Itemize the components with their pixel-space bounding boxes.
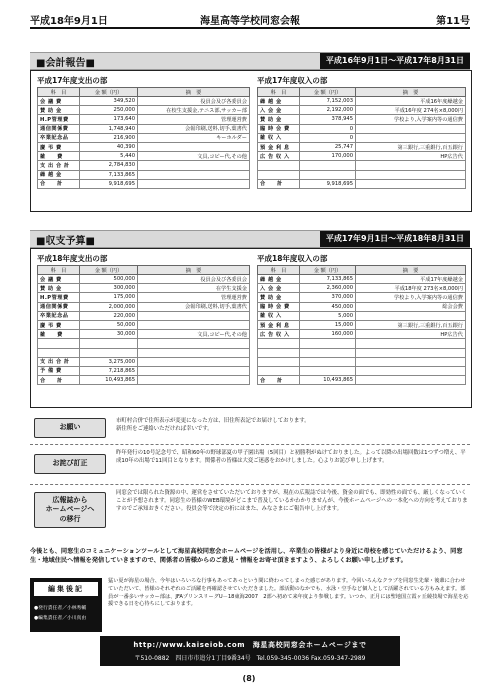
item-cell: 入 会 金 xyxy=(258,284,300,293)
editor-postscript xyxy=(30,578,470,634)
table-row xyxy=(38,284,250,293)
amount-cell: 2,360,000 xyxy=(300,284,356,293)
section-accounting-title: ■会計報告■ xyxy=(36,58,95,69)
item-cell: 賛 助 金 xyxy=(258,115,300,124)
amount-cell: 15,000 xyxy=(300,320,356,329)
table-header-row xyxy=(258,88,466,97)
table-row xyxy=(38,339,250,348)
note-cell: 学校より,入学案内等の通信費 xyxy=(356,293,466,302)
item-cell: 慶 弔 費 xyxy=(38,142,80,151)
amount-cell: 175,000 xyxy=(80,293,138,302)
table-row xyxy=(38,357,250,366)
notice-text: 昨年発行の10号記念号で、昭和60年の野球部夏の甲子園出場（5回目）と初勝利がぬけておりました。よって以降の出場回数は1つずつ増え、平成10年の出場で11回目となります。関係者の皆様は大変ご迷惑をおかけしました。心よりお詫び申し上げます。 xyxy=(116,450,466,464)
column-header: 摘 要 xyxy=(138,88,250,97)
amount-cell: 9,918,695 xyxy=(80,179,138,188)
income-table-title: 平成17年度収入の部 xyxy=(257,76,328,85)
item-cell: 賛 助 金 xyxy=(258,293,300,302)
note-cell xyxy=(138,170,250,179)
table-row xyxy=(258,293,466,302)
note-cell xyxy=(356,348,466,357)
income-table xyxy=(257,87,466,189)
column-header: 金 額（円） xyxy=(300,88,356,97)
section-accounting-bar xyxy=(30,52,470,70)
note-cell xyxy=(138,376,250,385)
note-cell: 第三銀行,三重銀行,百五銀行 xyxy=(356,142,466,151)
column-header: 科 目 xyxy=(258,266,300,275)
amount-cell: 7,218,865 xyxy=(80,366,138,375)
item-cell: 通信関係費 xyxy=(38,302,80,311)
note-cell: 総会会費 xyxy=(356,302,466,311)
item-cell: 支 出 合 計 xyxy=(38,161,80,170)
item-cell: 賛 助 金 xyxy=(38,106,80,115)
item-cell xyxy=(258,161,300,170)
note-cell xyxy=(356,311,466,320)
note-cell xyxy=(138,142,250,151)
newsletter-title: 海星高等学校同窓会報 xyxy=(200,16,300,27)
item-cell: 卒業記念品 xyxy=(38,311,80,320)
postscript-text: 猛い夏が海星の場合、今年はいろいろな行事もあってあっという間に終わってしまった感じがあります。今回いろんなクラブを同窓生先輩・後輩に合わせていただいて、皆様のそれぞれのご活躍を再確認させていただきました。部活動のなかでも、水泳・空手など個人として活躍されている方もみえます。部員が一番多いサッカー部は、JFAプリンスリーグU－18東海2007 2部へ初めて来年度より参戦します。いつか、正月には聖地国立霞ヶ丘競技場で海星を応援できる日を心待ちにしております。 xyxy=(108,578,469,608)
note-cell: 役員会及び各委員会 xyxy=(138,97,250,106)
note-cell xyxy=(356,357,466,366)
table-row xyxy=(38,302,250,311)
footer-url[interactable]: http://www.kaiseiob.com 海星高校同窓会ホームページまで xyxy=(133,641,367,649)
item-cell: 雑 収 入 xyxy=(258,133,300,142)
table-row xyxy=(38,170,250,179)
item-cell: 広 告 収 入 xyxy=(258,330,300,339)
note-cell xyxy=(356,376,466,385)
note-cell: 平成18年度 273名×8,000円 xyxy=(356,284,466,293)
amount-cell xyxy=(300,366,356,375)
note-cell xyxy=(138,161,250,170)
amount-cell: 2,000,000 xyxy=(80,302,138,311)
item-cell: 合 計 xyxy=(38,179,80,188)
table-row xyxy=(258,357,466,366)
page-number: (8) xyxy=(242,674,256,683)
note-cell xyxy=(356,339,466,348)
note-cell: 学校より,入学案内等の通信費 xyxy=(356,115,466,124)
table-row xyxy=(258,179,466,188)
item-cell xyxy=(258,339,300,348)
expense-table-title: 平成17年度支出の部 xyxy=(37,76,108,85)
table-row xyxy=(38,179,250,188)
item-cell: 慶 弔 費 xyxy=(38,320,80,329)
item-cell: 会 議 費 xyxy=(38,97,80,106)
amount-cell xyxy=(300,357,356,366)
table-row xyxy=(38,142,250,151)
table-row xyxy=(38,311,250,320)
column-header: 科 目 xyxy=(38,266,80,275)
amount-cell: 7,152,003 xyxy=(300,97,356,106)
notice-label: 広報誌から ホームページへ の移行 xyxy=(34,492,106,528)
item-cell: 合 計 xyxy=(38,376,80,385)
item-cell: 雑 費 xyxy=(38,152,80,161)
amount-cell: 220,000 xyxy=(80,311,138,320)
amount-cell: 2,192,000 xyxy=(300,106,356,115)
table-row xyxy=(258,97,466,106)
item-cell xyxy=(38,339,80,348)
column-header: 科 目 xyxy=(38,88,80,97)
amount-cell: 2,784,830 xyxy=(80,161,138,170)
note-cell: 役員会及び各委員会 xyxy=(138,275,250,284)
item-cell: 卒業記念品 xyxy=(38,133,80,142)
table-header-row xyxy=(38,88,250,97)
amount-cell: 1,748,940 xyxy=(80,124,138,133)
notice-text: 同窓会では限られた資源の中、運営をさせていただいておりますが、現在の広報誌では今後、資金の面でも、即効性の面でも、厳しくなっていくことが予想されます。同窓生の皆様のWEB環境がどこまで普及しているかわかりませんが、今後ホームページへの一本化への方向を考えておりますのでご承知おきください。役員会等で決定の折にはまた、みなさまにご報告申し上げます。 xyxy=(116,490,468,512)
table-row xyxy=(258,152,466,161)
table-row xyxy=(258,376,466,385)
amount-cell: 500,000 xyxy=(80,275,138,284)
table-row xyxy=(258,142,466,151)
note-cell: 管理運営費 xyxy=(138,293,250,302)
amount-cell xyxy=(300,161,356,170)
table-row xyxy=(258,115,466,124)
notices xyxy=(30,414,470,544)
amount-cell: 349,520 xyxy=(80,97,138,106)
item-cell: 支 出 合 計 xyxy=(38,357,80,366)
section-budget-period: 平成17年9月1日〜平成18年8月31日 xyxy=(320,231,470,247)
note-cell: 在校生支援金,テニス部,サッカー部 xyxy=(138,106,250,115)
amount-cell: 170,000 xyxy=(300,152,356,161)
item-cell: 預 金 利 息 xyxy=(258,320,300,329)
amount-cell xyxy=(80,339,138,348)
accounting-panel xyxy=(30,70,472,212)
footer-banner xyxy=(100,636,400,666)
note-cell xyxy=(138,357,250,366)
item-cell: H.P管理費 xyxy=(38,115,80,124)
notice-label: お願い xyxy=(34,418,106,438)
amount-cell: 0 xyxy=(300,133,356,142)
table-row xyxy=(38,106,250,115)
publisher-credit: ●発行責任者／小林秀輔 xyxy=(34,606,87,611)
section-accounting-period: 平成16年9月1日〜平成17年8月31日 xyxy=(320,53,470,69)
amount-cell xyxy=(300,339,356,348)
amount-cell: 10,493,865 xyxy=(80,376,138,385)
item-cell xyxy=(38,348,80,357)
table-row xyxy=(258,106,466,115)
amount-cell: 370,000 xyxy=(300,293,356,302)
note-cell: HP広告代 xyxy=(356,330,466,339)
amount-cell: 40,390 xyxy=(80,142,138,151)
amount-cell: 30,000 xyxy=(80,330,138,339)
item-cell: 広 告 収 入 xyxy=(258,152,300,161)
note-cell: 在学生支援金 xyxy=(138,284,250,293)
table-row xyxy=(258,348,466,357)
note-cell: 平成17年度繰越金 xyxy=(356,275,466,284)
note-cell: 文具,コピー代,その他 xyxy=(138,152,250,161)
item-cell xyxy=(258,366,300,375)
notice-divider xyxy=(30,444,470,445)
table-row xyxy=(38,152,250,161)
note-cell xyxy=(356,161,466,170)
table-row xyxy=(38,348,250,357)
note-cell xyxy=(356,124,466,133)
note-cell xyxy=(138,311,250,320)
postscript-label: 編集後記 xyxy=(34,582,98,596)
table-row xyxy=(38,133,250,142)
notice-label: お詫び訂正 xyxy=(34,454,106,474)
table-row xyxy=(258,330,466,339)
table-row xyxy=(258,124,466,133)
editor-credit: ●編集責任者／小川真由 xyxy=(34,616,87,621)
table-row xyxy=(258,366,466,375)
note-cell xyxy=(138,348,250,357)
column-header: 摘 要 xyxy=(138,266,250,275)
note-cell: 平成16年度 274名×8,000円 xyxy=(356,106,466,115)
table-row xyxy=(258,284,466,293)
note-cell xyxy=(138,366,250,375)
table-row xyxy=(38,161,250,170)
note-cell xyxy=(138,320,250,329)
column-header: 科 目 xyxy=(258,88,300,97)
expense-table xyxy=(37,87,250,189)
note-cell: 管理運営費 xyxy=(138,115,250,124)
issue-date: 平成18年9月1日 xyxy=(30,16,108,27)
budget-expense-table-title: 平成18年度支出の部 xyxy=(37,254,108,263)
item-cell: H.P管理費 xyxy=(38,293,80,302)
item-cell xyxy=(258,348,300,357)
column-header: 金 額（円） xyxy=(80,88,138,97)
note-cell: 平成16年度繰越金 xyxy=(356,97,466,106)
table-row xyxy=(38,124,250,133)
budget-income-table-title: 平成18年度収入の部 xyxy=(257,254,328,263)
item-cell: 通信関係費 xyxy=(38,124,80,133)
amount-cell: 9,918,695 xyxy=(300,179,356,188)
table-row xyxy=(258,275,466,284)
table-row xyxy=(38,330,250,339)
table-header-row xyxy=(258,266,466,275)
item-cell: 賛 助 金 xyxy=(38,284,80,293)
column-header: 摘 要 xyxy=(356,266,466,275)
notice-divider xyxy=(30,484,470,485)
table-row xyxy=(38,376,250,385)
closing-message: 今後とも、同窓生のコミュニケーションツールとして海星高校同窓会ホームページを活用し、卒業生の皆様がより身近に母校を感じていただけるよう、同窓生・地域住民へ情報を発信していきますので、関係者の皆様からのご意見・情報をお寄せ頂きますよう、よろしくお願い申し上げます。 xyxy=(30,548,463,564)
amount-cell: 7,133,865 xyxy=(80,170,138,179)
column-header: 金 額（円） xyxy=(80,266,138,275)
amount-cell: 7,133,865 xyxy=(300,275,356,284)
budget-panel xyxy=(30,248,472,408)
item-cell: 雑 収 入 xyxy=(258,311,300,320)
table-row xyxy=(258,339,466,348)
table-row xyxy=(258,133,466,142)
table-row xyxy=(38,320,250,329)
amount-cell: 25,747 xyxy=(300,142,356,151)
item-cell: 繰 越 金 xyxy=(258,275,300,284)
amount-cell xyxy=(300,348,356,357)
amount-cell: 216,900 xyxy=(80,133,138,142)
item-cell: 預 金 利 息 xyxy=(258,142,300,151)
header-rule xyxy=(30,27,470,29)
table-row xyxy=(258,320,466,329)
item-cell: 臨 時 会 費 xyxy=(258,302,300,311)
table-row xyxy=(258,161,466,170)
note-cell: 会報印刷,送料,切手,葉書代 xyxy=(138,302,250,311)
amount-cell: 450,000 xyxy=(300,302,356,311)
item-cell: 予 備 費 xyxy=(38,366,80,375)
amount-cell: 160,000 xyxy=(300,330,356,339)
column-header: 金 額（円） xyxy=(300,266,356,275)
note-cell: 文具,コピー代,その他 xyxy=(138,330,250,339)
amount-cell: 250,000 xyxy=(80,106,138,115)
item-cell: 合 計 xyxy=(258,376,300,385)
note-cell xyxy=(356,133,466,142)
column-header: 摘 要 xyxy=(356,88,466,97)
item-cell: 会 議 費 xyxy=(38,275,80,284)
amount-cell: 300,000 xyxy=(80,284,138,293)
note-cell: 第三銀行,三重銀行,百五銀行 xyxy=(356,320,466,329)
note-cell xyxy=(138,179,250,188)
item-cell: 臨 時 会 費 xyxy=(258,124,300,133)
budget-income-table xyxy=(257,265,466,385)
section-budget-bar xyxy=(30,230,470,248)
amount-cell: 5,000 xyxy=(300,311,356,320)
item-cell: 雑 費 xyxy=(38,330,80,339)
note-cell: HP広告代 xyxy=(356,152,466,161)
note-cell: 会報印刷,送料,切手,葉書代 xyxy=(138,124,250,133)
table-row xyxy=(258,170,466,179)
amount-cell: 5,440 xyxy=(80,152,138,161)
item-cell xyxy=(258,357,300,366)
table-row xyxy=(38,115,250,124)
amount-cell: 378,945 xyxy=(300,115,356,124)
amount-cell xyxy=(300,170,356,179)
budget-expense-table xyxy=(37,265,250,385)
amount-cell: 0 xyxy=(300,124,356,133)
note-cell xyxy=(138,339,250,348)
table-row xyxy=(258,302,466,311)
note-cell xyxy=(356,366,466,375)
postscript-badge xyxy=(30,578,102,632)
table-row xyxy=(38,293,250,302)
amount-cell xyxy=(80,348,138,357)
item-cell: 繰 越 金 xyxy=(38,170,80,179)
amount-cell: 3,275,000 xyxy=(80,357,138,366)
table-row xyxy=(38,97,250,106)
notice-text: 市町村合併で住所表示が変更になった方は、旧住所表記でお届けしております。 新住所をご連絡いただければ幸いです。 xyxy=(116,418,310,432)
item-cell: 合 計 xyxy=(258,179,300,188)
note-cell xyxy=(356,170,466,179)
amount-cell: 10,493,865 xyxy=(300,376,356,385)
table-row xyxy=(38,366,250,375)
amount-cell: 173,640 xyxy=(80,115,138,124)
amount-cell: 50,000 xyxy=(80,320,138,329)
table-row xyxy=(258,311,466,320)
section-budget-title: ■収支予算■ xyxy=(36,236,95,247)
item-cell: 繰 越 金 xyxy=(258,97,300,106)
note-cell: キーホルダー xyxy=(138,133,250,142)
table-header-row xyxy=(38,266,250,275)
item-cell: 入 会 金 xyxy=(258,106,300,115)
table-row xyxy=(38,275,250,284)
footer-address: 〒510-0882 四日市市追分1丁目9番34号 Tel.059-345-0036 Fax.059-347-2989 xyxy=(134,655,366,662)
item-cell xyxy=(258,170,300,179)
note-cell xyxy=(356,179,466,188)
issue-number: 第11号 xyxy=(436,16,470,27)
